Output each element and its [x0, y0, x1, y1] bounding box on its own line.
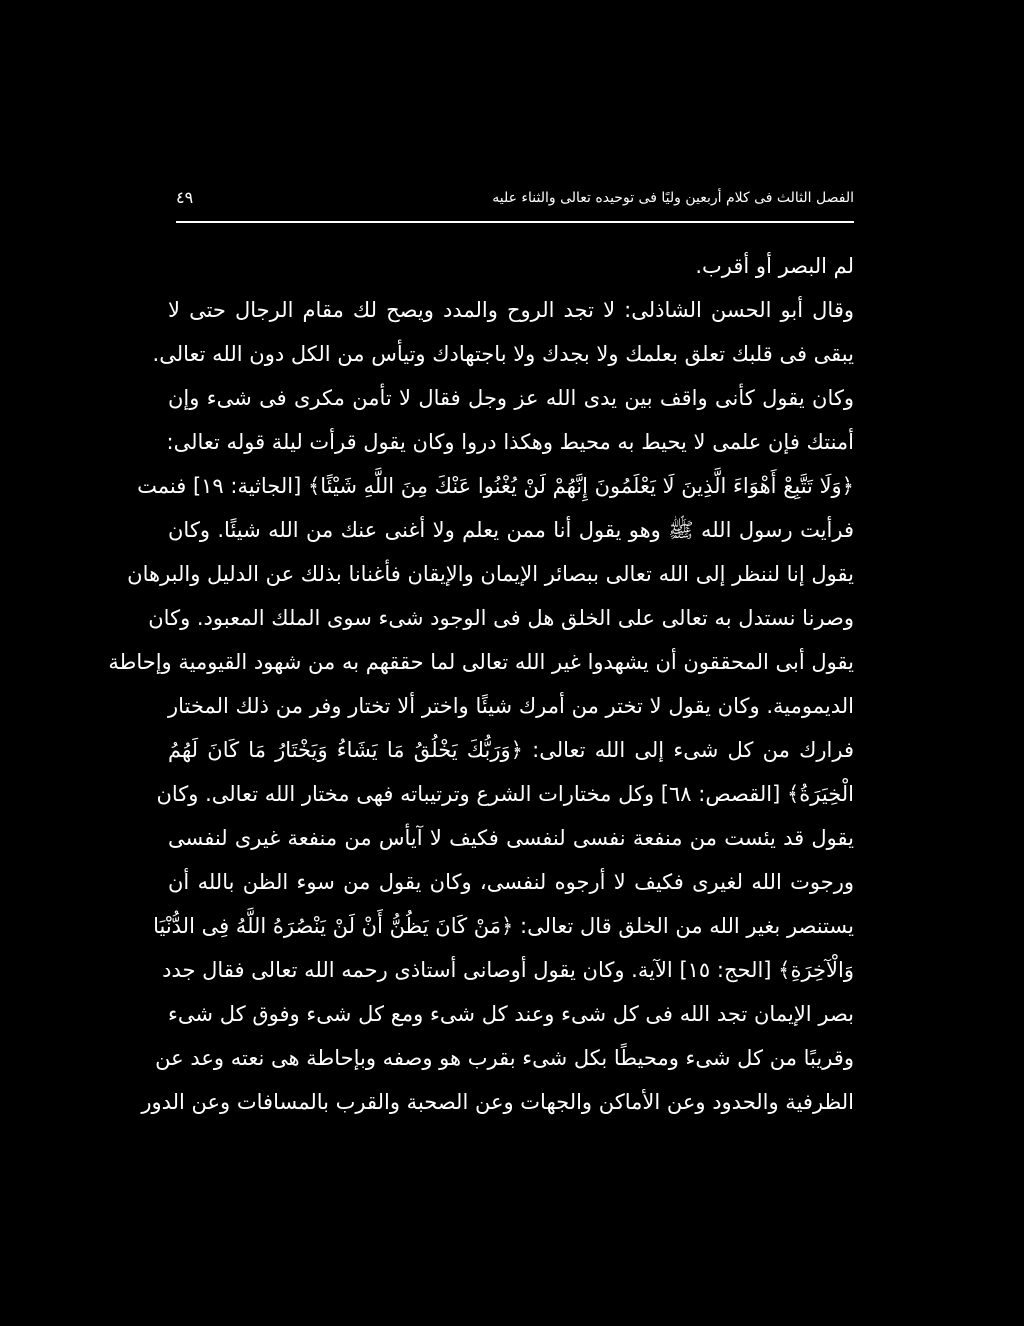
text-line: وكان يقول كأنى واقف بين يدى الله عز وجل فقال لا تأمن مكرى فى شىء وإن [168, 386, 854, 410]
text-line: يقول قد يئست من منفعة نفسى لنفسى فكيف لا آيأس من منفعة غيرى لنفسى [168, 826, 854, 850]
text-line: الظرفية والحدود وعن الأماكن والجهات وعن الصحبة والقرب بالمسافات وعن الدور [141, 1090, 854, 1114]
running-head: الفصل الثالث فى كلام أربعين وليًا فى توحيده تعالى والثناء عليه [492, 190, 854, 206]
quran-verse-line: ﴿وَلَا تَتَّبِعْ أَهْوَاءَ الَّذِينَ لَا يَعْلَمُونَ إِنَّهُمْ لَنْ يُغْنُوا عَنْكَ مِنَ اللَّهِ شَيْئًا﴾ [الجاثية: ١٩] فنمت [137, 474, 854, 498]
text-line: وقال أبو الحسن الشاذلى: لا تجد الروح والمدد ويصح لك مقام الرجال حتى لا [168, 298, 854, 322]
text-line: يقول أبى المحققون أن يشهدوا غير الله تعالى لما حققهم به من شهود القيومية وإحاطة [108, 650, 854, 674]
body-text [108, 244, 854, 1124]
text-line: وصرنا نستدل به تعالى على الخلق هل فى الوجود شىء سوى الملك المعبود. وكان [148, 606, 854, 630]
text-line: يقول إنا لننظر إلى الله تعالى ببصائر الإيمان والإيقان فأغنانا بذلك عن الدليل والبرهان [127, 562, 854, 586]
text-line: فرأيت رسول الله ﷺ وهو يقول أنا ممن يعلم ولا أغنى عنك من الله شيئًا. وكان [168, 518, 854, 542]
text-line: الديمومية. وكان يقول لا تختر من أمرك شيئًا واختر ألا تختار وفر من ذلك المختار [168, 694, 854, 718]
quran-verse-line: الْخِيَرَةُ﴾ [القصص: ٦٨] وكل مختارات الشرع وترتيباته فهى مختار الله تعالى. وكان [156, 782, 854, 806]
text-line: لم البصر أو أقرب. [695, 254, 854, 278]
text-line: بصر الإيمان تجد الله فى كل شىء وعند كل شىء ومع كل شىء وفوق كل شىء [168, 1002, 854, 1026]
quran-verse-line: يستنصر بغير الله من الخلق قال تعالى: ﴿مَنْ كَانَ يَظُنُّ أَنْ لَنْ يَنْصُرَهُ اللَّهُ فِى الدُّنْيَا [153, 914, 854, 938]
text-line: يبقى فى قلبك تعلق بعلمك ولا بجدك ولا باجتهادك وتيأس من الكل دون الله تعالى. [152, 342, 854, 366]
page-header [176, 186, 854, 220]
header-rule [176, 221, 854, 223]
text-line: وقريبًا من كل شىء ومحيطًا بكل شىء بقرب هو وصفه وبإحاطة هى نعته وعد عن [155, 1046, 854, 1070]
quran-verse-line: فرارك من كل شىء إلى الله تعالى: ﴿وَرَبُّكَ يَخْلُقُ مَا يَشَاءُ وَيَخْتَارُ مَا كَانَ لَهُمُ [168, 738, 854, 762]
quran-verse-line: وَالْآخِرَةِ﴾ [الحج: ١٥] الآية. وكان يقول أوصانى أستاذى رحمه الله تعالى فقال جدد [162, 958, 854, 982]
text-line: أمنتك فإن علمى لا يحيط به محيط وهكذا دروا وكان يقول قرأت ليلة قوله تعالى: [166, 430, 854, 454]
page-number: ٤٩ [176, 188, 194, 207]
text-line: ورجوت الله لغيرى فكيف لا أرجوه لنفسى، وكان يقول من سوء الظن بالله أن [168, 870, 854, 894]
